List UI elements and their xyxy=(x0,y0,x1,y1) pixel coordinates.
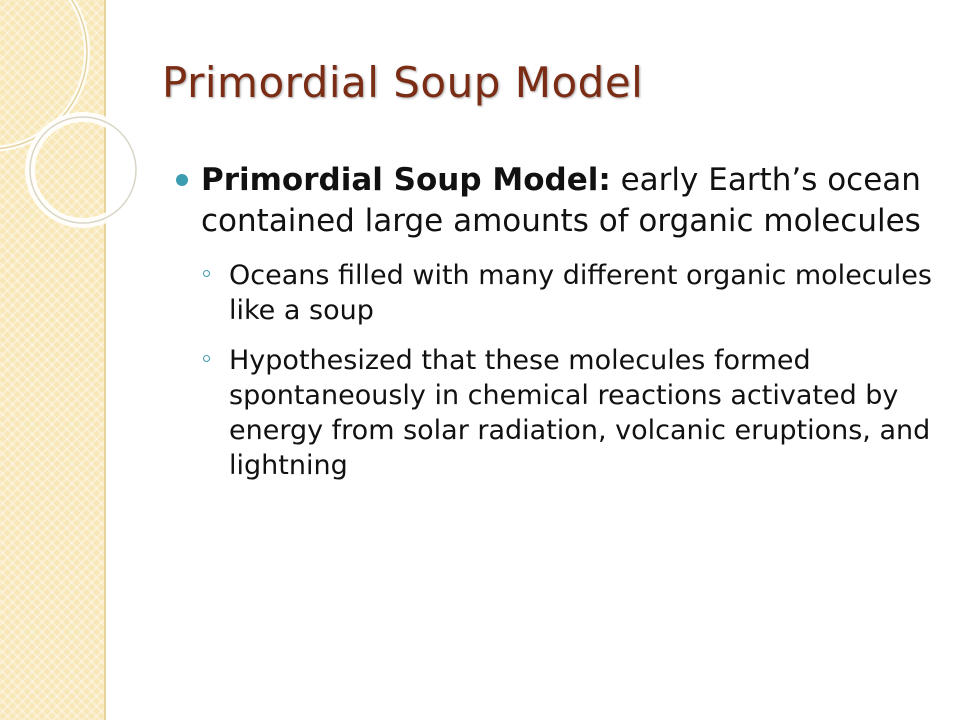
sub-bullet-ring-icon xyxy=(203,355,210,362)
sub-bullet-hypothesis xyxy=(176,343,936,483)
sub-bullet-text: Hypothesized that these molecules formed spontaneously in chemical reactions activated by energy from solar radiation, volcanic eruptions, and lightning xyxy=(229,345,931,481)
sub-bullet-oceans xyxy=(176,258,936,328)
decorative-side-band xyxy=(0,0,106,720)
slide-title: Primordial Soup Model xyxy=(162,58,644,107)
sub-bullet-text: Oceans filled with many different organic molecules like a soup xyxy=(229,260,932,326)
sub-bullet-ring-icon xyxy=(203,270,210,277)
slide-content xyxy=(176,160,936,498)
bullet-term: Primordial Soup Model: xyxy=(201,162,611,198)
bullet-dot-icon xyxy=(176,174,188,186)
bullet-text: early Earth’s ocean contained large amounts of organic molecules xyxy=(201,162,921,239)
bullet-primordial-soup xyxy=(176,160,936,242)
